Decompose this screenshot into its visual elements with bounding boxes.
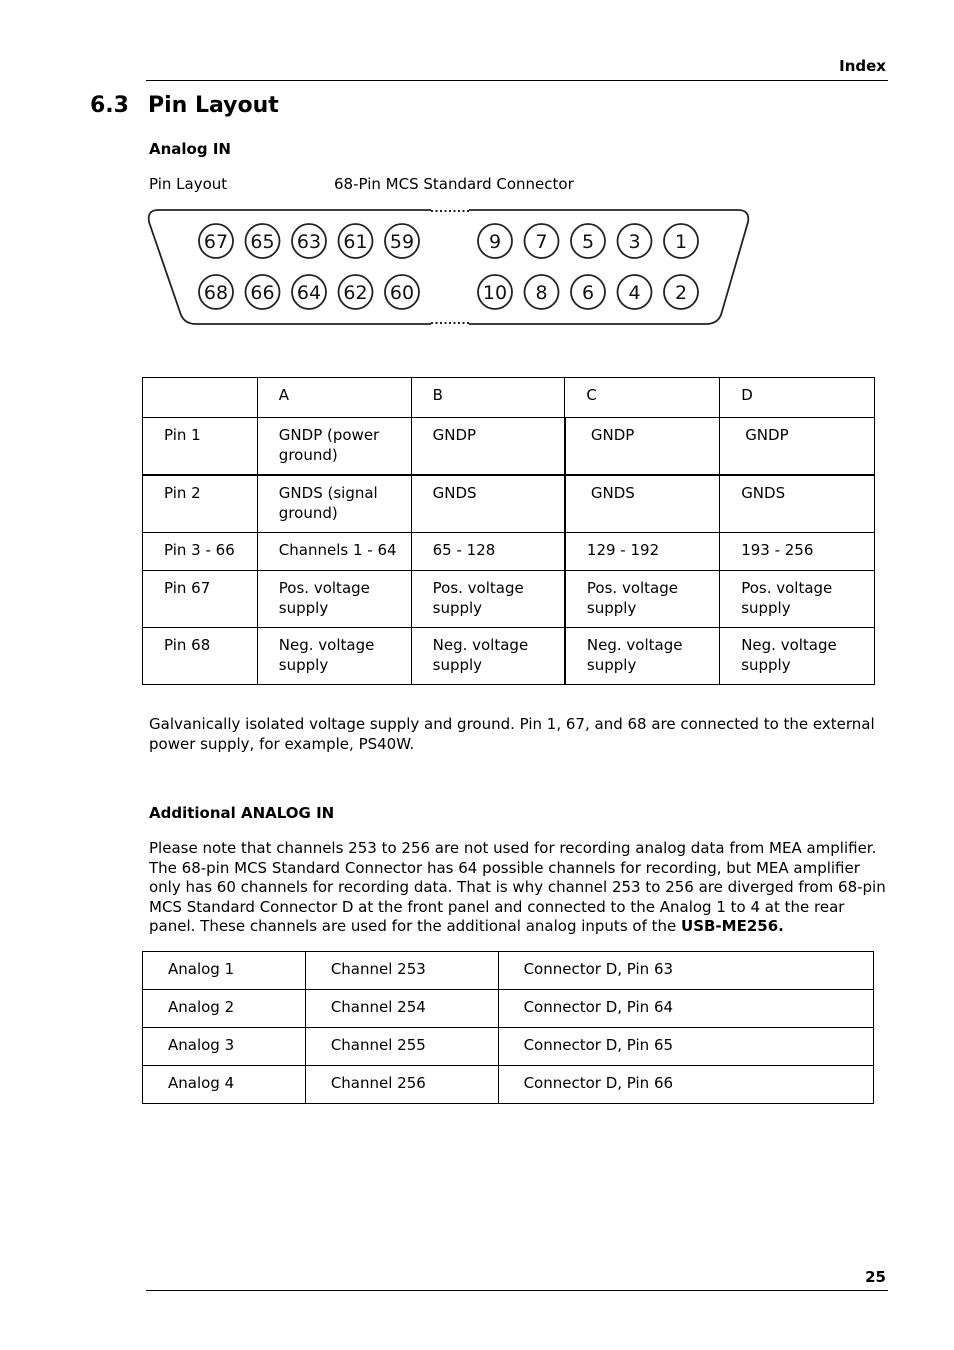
table-cell: Analog 4 [143,1066,306,1104]
additional-paragraph-text: Please note that channels 253 to 256 are not used for recording analog data from MEA amplifier. The 68-pin MCS Standard Connector has 64 possible channels for recording, but MEA amplifier only has 60 channels for recording data. That is why channel 253 to 256 are diverged from 68-pin MCS Standard Connector D at the front panel and connected to the Analog 1 to 4 at the rear panel. These channels are used for the additional analog inputs of the [149,839,886,935]
table-header-cell: A [257,378,411,418]
pin-number: 66 [250,282,275,304]
table-cell: 129 - 192 [565,533,720,571]
table-row [143,571,875,628]
section-title [90,93,279,118]
section-title-text: Pin Layout [148,93,279,118]
pin-number: 8 [535,282,548,304]
page-number: 25 [865,1268,886,1286]
header-rule [146,80,888,81]
table-cell: GNDP (power ground) [257,418,411,476]
pin-number: 6 [581,282,595,304]
table-cell: Neg. voltage supply [720,628,875,685]
pin-number: 3 [628,231,641,253]
table-row [143,418,875,476]
connector-diagram [146,205,752,331]
table-row [143,628,875,685]
table-cell: Pos. voltage supply [411,571,565,628]
pin-number: 2 [674,282,688,304]
table-cell: Neg. voltage supply [565,628,720,685]
section-number: 6.3 [90,93,129,118]
table-header-cell: D [720,378,875,418]
table-cell: Analog 3 [143,1028,306,1066]
table-cell: Pin 1 [143,418,258,476]
pin-number: 10 [482,282,508,304]
pin-number: 4 [628,282,641,304]
connector-label: 68-Pin MCS Standard Connector [334,175,574,193]
pin-number: 67 [203,231,229,253]
footer-rule [146,1290,888,1291]
table-cell: Channel 254 [305,990,498,1028]
table-row [143,1028,874,1066]
pin-number: 60 [389,282,415,304]
table-cell: 193 - 256 [720,533,875,571]
pin-number: 61 [343,231,368,253]
isolation-note: Galvanically isolated voltage supply and ground. Pin 1, 67, and 68 are connected to the external power supply, for example, PS40W. [149,715,875,753]
pin-number: 68 [203,282,229,304]
table-cell: Connector D, Pin 65 [498,1028,873,1066]
table-cell: Pos. voltage supply [565,571,720,628]
product-name: USB-ME256. [681,917,784,935]
pin-number: 7 [535,231,548,253]
analog-in-pin-table [142,377,875,685]
table-cell: GNDS [411,475,565,533]
table-cell: Neg. voltage supply [257,628,411,685]
table-cell: Connector D, Pin 64 [498,990,873,1028]
table-row [143,533,875,571]
table-cell: Pin 2 [143,475,258,533]
table-cell: Pos. voltage supply [720,571,875,628]
additional-analog-heading: Additional ANALOG IN [149,804,335,822]
pin-number: 59 [389,231,415,253]
table-cell: GNDP [720,418,875,476]
table-cell: GNDS [565,475,720,533]
connector-shell [149,210,749,324]
pin-number: 9 [488,231,502,253]
analog-channel-table [142,951,874,1104]
table-cell: Analog 1 [143,952,306,990]
running-header: Index [839,57,886,75]
analog-in-heading: Analog IN [149,140,231,158]
table-cell: Pin 3 - 66 [143,533,258,571]
table-cell: GNDP [565,418,720,476]
table-row [143,990,874,1028]
table-cell: Connector D, Pin 63 [498,952,873,990]
table-header-cell [143,378,258,418]
table-cell: GNDP [411,418,565,476]
pin-number: 62 [343,282,368,304]
table-row [143,952,874,990]
table-cell: Channel 253 [305,952,498,990]
table-cell: Neg. voltage supply [411,628,565,685]
table-cell: Pos. voltage supply [257,571,411,628]
pin-number: 1 [674,231,688,253]
table-header-cell: C [565,378,720,418]
table-cell: Channel 255 [305,1028,498,1066]
table-cell: Pin 68 [143,628,258,685]
pin-number: 64 [296,282,322,304]
table-header-cell: B [411,378,565,418]
table-cell: Pin 67 [143,571,258,628]
pin-number: 65 [250,231,275,253]
table-row [143,1066,874,1104]
additional-paragraph [149,839,889,937]
pin-layout-label: Pin Layout [149,175,228,193]
table-cell: Channels 1 - 64 [257,533,411,571]
table-row [143,475,875,533]
table-cell: GNDS [720,475,875,533]
table-cell: Analog 2 [143,990,306,1028]
pin-number: 63 [296,231,322,253]
pin-number: 5 [581,231,595,253]
table-cell: Channel 256 [305,1066,498,1104]
table-cell: 65 - 128 [411,533,565,571]
table-cell: GNDS (signal ground) [257,475,411,533]
table-cell: Connector D, Pin 66 [498,1066,873,1104]
